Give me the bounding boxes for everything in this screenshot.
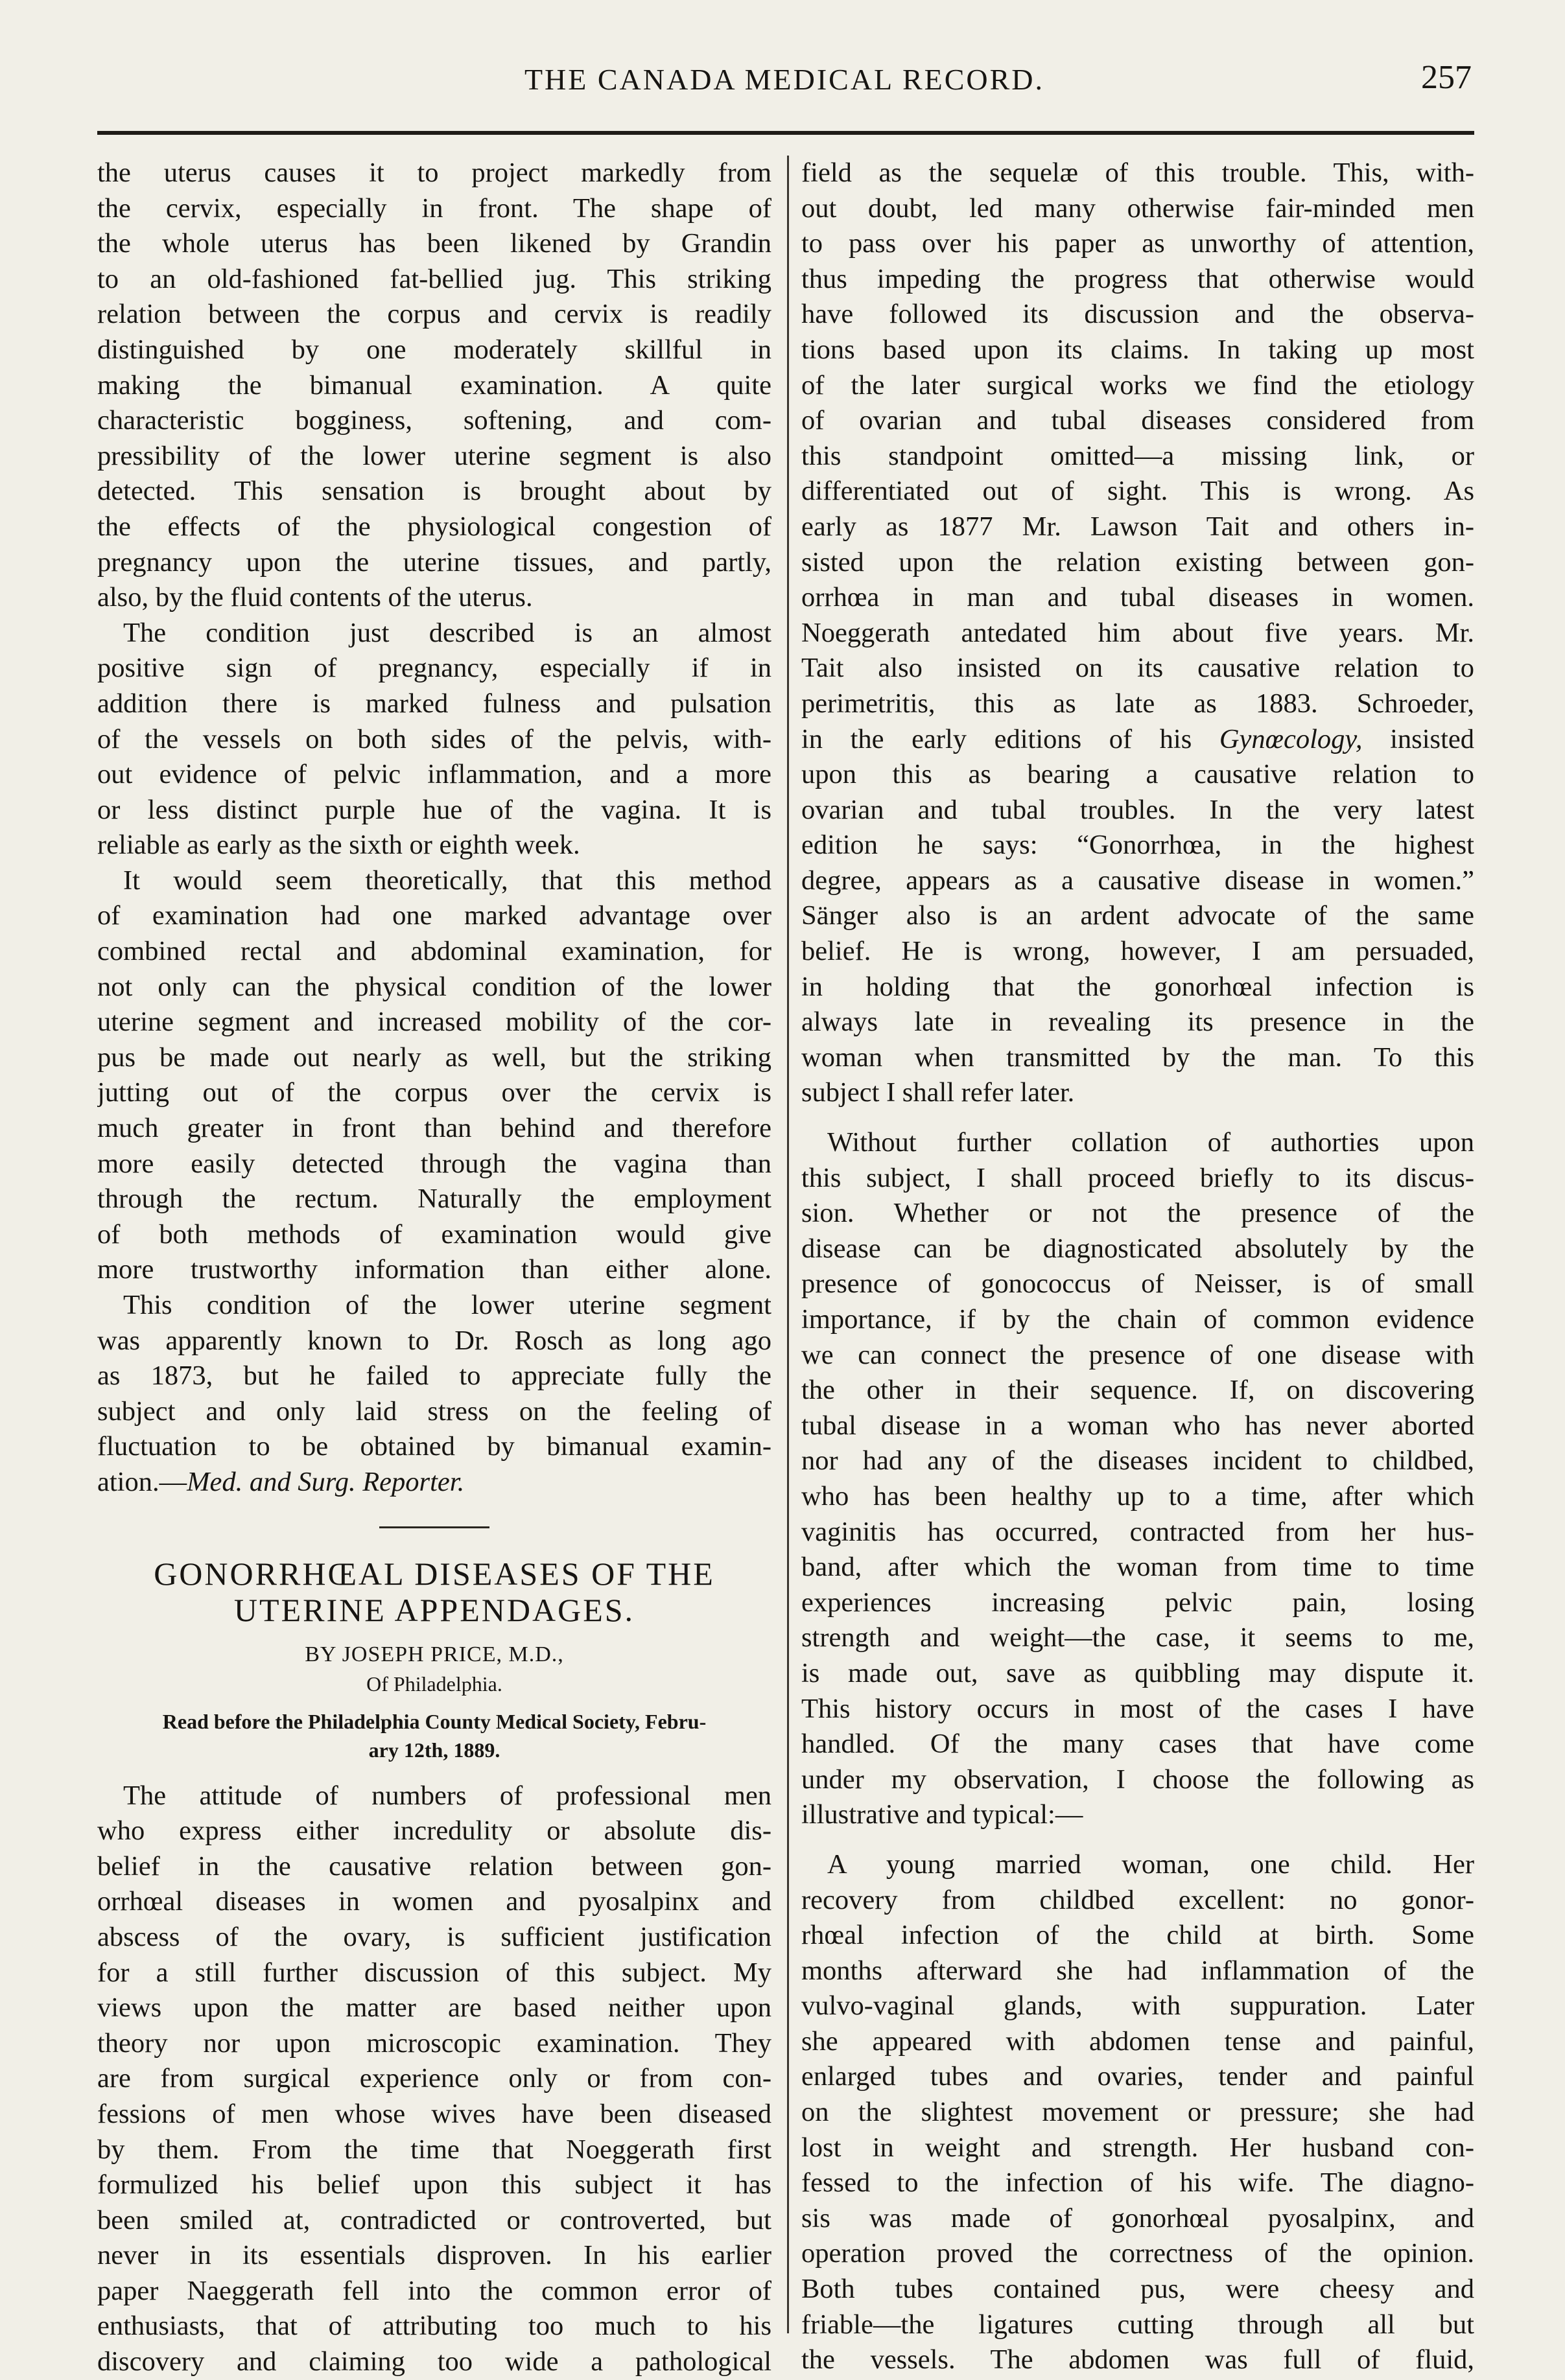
- text-line: sisted upon the relation existing between gon-: [801, 546, 1474, 578]
- text-line: A young married woman, one child. Her: [827, 1849, 1474, 1880]
- text-line: the vessels. The abdomen was full of fluid,: [801, 2344, 1474, 2375]
- paragraph-condition: [97, 616, 771, 863]
- text-line: never in its essentials disproven. In his earlier: [97, 2240, 771, 2271]
- text-line: subject I shall refer later.: [801, 1077, 1075, 1108]
- text-line: we can connect the presence of one disease with: [801, 1339, 1474, 1370]
- text-line: of both methods of examination would give: [97, 1219, 771, 1250]
- text-line: detected. This sensation is brought about by: [97, 476, 771, 507]
- text-line: making the bimanual examination. A quite: [97, 369, 771, 401]
- text-line: of ovarian and tubal diseases considered from: [801, 405, 1474, 436]
- text-line-with-italic: [801, 722, 1474, 758]
- text-line: vaginitis has occurred, contracted from her hus-: [801, 1516, 1474, 1547]
- text-line: upon this as bearing a causative relation to: [801, 759, 1474, 790]
- text-line: months afterward she had inflammation of the: [801, 1955, 1474, 1986]
- text-line: who has been healthy up to a time, after which: [801, 1480, 1474, 1511]
- text-line: who express either incredulity or absolute dis-: [97, 1815, 771, 1847]
- text-line: illustrative and typical:—: [801, 1799, 1083, 1830]
- text-line: discovery and claiming too wide a pathological: [97, 2346, 771, 2377]
- paragraph-case-report: [801, 1847, 1474, 2378]
- text-line: strength and weight—the case, it seems to me,: [801, 1622, 1474, 1653]
- right-column: [801, 156, 1474, 2378]
- reading-note-line-2: ary 12th, 1889.: [368, 1738, 500, 1762]
- article-title-line-1: GONORRHŒAL DISEASES OF THE: [154, 1555, 715, 1592]
- page-number: 257: [1421, 59, 1472, 96]
- text-line: The attitude of numbers of professional men: [123, 1780, 771, 1811]
- text-line: for a still further discussion of this subject. My: [97, 1957, 771, 1988]
- text-line: friable—the ligatures cutting through all but: [801, 2309, 1474, 2340]
- text-line: to an old-fashioned fat-bellied jug. This striking: [97, 263, 771, 294]
- text-line: uterine segment and increased mobility of the cor-: [97, 1007, 771, 1038]
- article-title-line-2: UTERINE APPENDAGES.: [233, 1591, 635, 1628]
- text-line: pressibility of the lower uterine segment is also: [97, 440, 771, 471]
- text-line: edition he says: “Gonorrhœa, in the highest: [801, 830, 1474, 861]
- text-line: the cervix, especially in front. The shape of: [97, 192, 771, 224]
- text-line: under my observation, I choose the following as: [801, 1764, 1474, 1795]
- text-line: always late in revealing its presence in the: [801, 1007, 1474, 1038]
- text-line: perimetritis, this as late as 1883. Schroeder,: [801, 688, 1474, 719]
- text-line: belief in the causative relation between gon-: [97, 1850, 771, 1882]
- text-line: this standpoint omitted—a missing link, or: [801, 440, 1474, 471]
- text-line: importance, if by the chain of common evidence: [801, 1304, 1474, 1335]
- text-line: much greater in front than behind and therefore: [97, 1113, 771, 1144]
- text-line: been smiled at, contradicted or controverted, but: [97, 2204, 771, 2235]
- author-byline: BY JOSEPH PRICE, M.D.,: [305, 1642, 564, 1666]
- text-line: distinguished by one moderately skillful in: [97, 334, 771, 365]
- text-line: abscess of the ovary, is sufficient justification: [97, 1921, 771, 1952]
- text-line: Without further collation of authorties upon: [827, 1127, 1474, 1158]
- text-line: presence of gonococcus of Neisser, is of small: [801, 1268, 1474, 1300]
- text-line: sion. Whether or not the presence of the: [801, 1198, 1474, 1229]
- text-line: also, by the fluid contents of the uterus.: [97, 582, 533, 613]
- text-line: the effects of the physiological congestion of: [97, 511, 771, 542]
- text-line: field as the sequelæ of this trouble. This, with-: [801, 158, 1474, 188]
- text-line: addition there is marked fulness and pulsation: [97, 688, 771, 719]
- text-line: This condition of the lower uterine segment: [123, 1290, 771, 1320]
- left-column: [97, 156, 771, 2380]
- citation-lead: ation.—: [97, 1466, 187, 1497]
- text-line: is made out, save as quibbling may dispute it.: [801, 1657, 1474, 1688]
- text-line: of the later surgical works we find the etiology: [801, 369, 1474, 401]
- text-line: This history occurs in most of the cases I have: [801, 1693, 1474, 1724]
- text-line: degree, appears as a causative disease in women.”: [801, 865, 1474, 896]
- text-line: positive sign of pregnancy, especially if in: [97, 653, 771, 684]
- text-line: in holding that the gonorhœal infection is: [801, 971, 1474, 1002]
- text-line: Both tubes contained pus, were cheesy and: [801, 2274, 1474, 2305]
- book-title: Gynœcology,: [1219, 723, 1363, 754]
- section-divider: [379, 1526, 489, 1528]
- text-line: jutting out of the corpus over the cervix is: [97, 1077, 771, 1108]
- text-line: the other in their sequence. If, on discovering: [801, 1375, 1474, 1406]
- text-line: the uterus causes it to project markedly from: [97, 158, 771, 188]
- text-line: enlarged tubes and ovaries, tender and painful: [801, 2061, 1474, 2092]
- text-line: more trustworthy information than either alone.: [97, 1254, 771, 1285]
- text-line: are from surgical experience only or from con-: [97, 2063, 771, 2094]
- reading-note-line-1: Read before the Philadelphia County Medical Society, Febru-: [162, 1709, 707, 1733]
- text-fragment: in the early editions of his: [801, 723, 1219, 754]
- paragraph-theoretically: [97, 863, 771, 1500]
- text-line: operation proved the correctness of the opinion.: [801, 2238, 1474, 2269]
- paragraph-attitude: [97, 1779, 771, 2380]
- text-fragment: insisted: [1362, 723, 1474, 754]
- text-line: theory nor upon microscopic examination. They: [97, 2027, 771, 2059]
- text-line: was apparently known to Dr. Rosch as long ago: [97, 1325, 771, 1356]
- text-line: paper Naeggerath fell into the common error of: [97, 2275, 771, 2306]
- text-line: It would seem theoretically, that this method: [123, 865, 771, 896]
- text-line: vulvo-vaginal glands, with suppuration. Later: [801, 1990, 1474, 2022]
- text-line: tions based upon its claims. In taking up most: [801, 334, 1474, 365]
- text-line: have followed its discussion and the observa-: [801, 299, 1474, 330]
- text-line: pregnancy upon the uterine tissues, and partly,: [97, 546, 771, 578]
- text-line: enthusiasts, that of attributing too much to his: [97, 2311, 771, 2342]
- text-line: ovarian and tubal troubles. In the very latest: [801, 794, 1474, 825]
- text-line: fluctuation to be obtained by bimanual examin-: [97, 1431, 771, 1462]
- header-rule: [97, 131, 1474, 135]
- text-line: views upon the matter are based neither upon: [97, 1992, 771, 2024]
- text-line: subject and only laid stress on the feeling of: [97, 1395, 771, 1427]
- text-line: combined rectal and abdominal examination, for: [97, 936, 771, 967]
- text-line: by them. From the time that Noeggerath first: [97, 2134, 771, 2165]
- text-line: to pass over his paper as unworthy of attention,: [801, 228, 1474, 259]
- text-line: characteristic bogginess, softening, and com-: [97, 405, 771, 436]
- text-line: thus impeding the progress that otherwise would: [801, 263, 1474, 294]
- text-line: this subject, I shall proceed briefly to its discus-: [801, 1162, 1474, 1193]
- text-line: not only can the physical condition of the lower: [97, 971, 771, 1002]
- text-line: as 1873, but he failed to appreciate fully the: [97, 1360, 771, 1392]
- text-line: orrhœal diseases in women and pyosalpinx and: [97, 1886, 771, 1917]
- text-line: the whole uterus has been likened by Grandin: [97, 228, 771, 259]
- citation-line: [97, 1465, 771, 1500]
- text-line: sis was made of gonorhœal pyosalpinx, and: [801, 2202, 1474, 2234]
- running-title: THE CANADA MEDICAL RECORD.: [524, 63, 1045, 96]
- text-line: Sänger also is an ardent advocate of the same: [801, 900, 1474, 931]
- text-line: rhœal infection of the child at birth. Some: [801, 1920, 1474, 1951]
- text-line: pus be made out nearly as well, but the striking: [97, 1042, 771, 1073]
- text-line: The condition just described is an almost: [123, 617, 771, 648]
- text-line: belief. He is wrong, however, I am persuaded,: [801, 936, 1474, 967]
- text-line: relation between the corpus and cervix is readily: [97, 299, 771, 330]
- text-line: reliable as early as the sixth or eighth week.: [97, 830, 580, 861]
- text-line: out doubt, led many otherwise fair-minded men: [801, 192, 1474, 224]
- text-line: recovery from childbed excellent: no gonor-: [801, 1884, 1474, 1915]
- citation-source: Med. and Surg. Reporter.: [187, 1466, 465, 1497]
- text-line: band, after which the woman from time to time: [801, 1552, 1474, 1583]
- paragraph-sequelae: [801, 156, 1474, 1111]
- text-line: tubal disease in a woman who has never aborted: [801, 1410, 1474, 1441]
- article-heading-block: [97, 1556, 771, 1764]
- text-line: she appeared with abdomen tense and painful,: [801, 2025, 1474, 2057]
- text-line: experiences increasing pelvic pain, losing: [801, 1587, 1474, 1618]
- text-line: disease can be diagnosticated absolutely by the: [801, 1233, 1474, 1264]
- page-header: [97, 45, 1472, 110]
- text-line: handled. Of the many cases that have come: [801, 1729, 1474, 1760]
- text-line: of examination had one marked advantage over: [97, 900, 771, 931]
- text-line: fessions of men whose wives have been diseased: [97, 2098, 771, 2129]
- text-line: of the vessels on both sides of the pelvis, with-: [97, 723, 771, 754]
- text-line: Tait also insisted on its causative relation to: [801, 653, 1474, 684]
- text-line: formulized his belief upon this subject it has: [97, 2169, 771, 2200]
- text-line: fessed to the infection of his wife. The diagno-: [801, 2167, 1474, 2199]
- text-line: through the rectum. Naturally the employment: [97, 1184, 771, 1215]
- column-divider: [787, 156, 789, 2333]
- text-line: out evidence of pelvic inflammation, and a more: [97, 759, 771, 790]
- text-line: Noeggerath antedated him about five years. Mr.: [801, 617, 1474, 648]
- paragraph-collation: [801, 1125, 1474, 1833]
- text-line: early as 1877 Mr. Lawson Tait and others in-: [801, 511, 1474, 542]
- author-affiliation: Of Philadelphia.: [366, 1672, 502, 1696]
- text-line: nor had any of the diseases incident to childbed,: [801, 1445, 1474, 1476]
- text-line: orrhœa in man and tubal diseases in women.: [801, 582, 1474, 613]
- text-line: differentiated out of sight. This is wrong. As: [801, 476, 1474, 507]
- paragraph-uterus: [97, 156, 771, 616]
- text-line: more easily detected through the vagina than: [97, 1148, 771, 1179]
- text-line: on the slightest movement or pressure; she had: [801, 2097, 1474, 2128]
- text-line: woman when transmitted by the man. To this: [801, 1042, 1474, 1073]
- text-line: or less distinct purple hue of the vagina. It is: [97, 794, 771, 825]
- text-line: lost in weight and strength. Her husband con-: [801, 2132, 1474, 2163]
